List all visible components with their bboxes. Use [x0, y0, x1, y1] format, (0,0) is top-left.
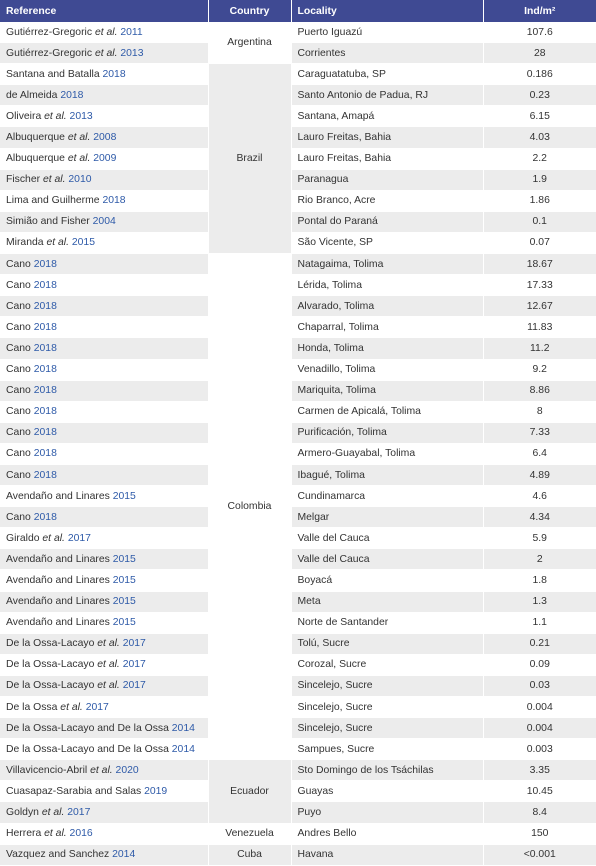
- ind-cell: <0.001: [483, 844, 596, 865]
- reference-etal: et al.: [97, 680, 120, 692]
- reference-year-link[interactable]: 2018: [33, 321, 57, 333]
- table-row: [0, 275, 596, 296]
- table-row: [0, 85, 596, 106]
- table-row: [0, 380, 596, 401]
- ind-cell: 12.67: [483, 296, 596, 317]
- reference-cell: [0, 675, 208, 696]
- reference-cell: [0, 169, 208, 190]
- header-locality: Locality: [291, 0, 483, 22]
- reference-year-link[interactable]: 2015: [112, 574, 136, 586]
- reference-authors: Cano: [6, 427, 31, 439]
- table-row: [0, 43, 596, 64]
- reference-etal: et al.: [42, 532, 65, 544]
- reference-year-link[interactable]: 2018: [33, 448, 57, 460]
- locality-cell: Lauro Freitas, Bahia: [291, 148, 483, 169]
- reference-authors: Herrera: [6, 828, 42, 840]
- reference-cell: [0, 359, 208, 380]
- reference-year-link[interactable]: 2015: [112, 490, 136, 502]
- reference-authors: Goldyn: [6, 807, 39, 819]
- locality-cell: Alvarado, Tolima: [291, 296, 483, 317]
- reference-year-link[interactable]: 2013: [69, 110, 93, 122]
- table-row: [0, 422, 596, 443]
- ind-cell: 11.83: [483, 317, 596, 338]
- ind-cell: 4.03: [483, 127, 596, 148]
- reference-year-link[interactable]: 2018: [33, 511, 57, 523]
- reference-etal: et al.: [97, 638, 120, 650]
- locality-cell: Lauro Freitas, Bahia: [291, 127, 483, 148]
- ind-cell: 18.67: [483, 254, 596, 275]
- ind-cell: 11.2: [483, 338, 596, 359]
- reference-authors: Cano: [6, 385, 31, 397]
- reference-year-link[interactable]: 2017: [122, 659, 146, 671]
- table-row: [0, 844, 596, 865]
- reference-cell: [0, 486, 208, 507]
- ind-cell: 0.1: [483, 211, 596, 232]
- reference-year-link[interactable]: 2015: [112, 617, 136, 629]
- reference-cell: [0, 338, 208, 359]
- reference-authors: Gutiérrez-Gregoric: [6, 47, 93, 59]
- reference-authors: Cano: [6, 511, 31, 523]
- reference-authors: Fischer: [6, 174, 41, 186]
- reference-authors: Gutiérrez-Gregoric: [6, 26, 93, 38]
- reference-authors: Vazquez and Sanchez: [6, 849, 110, 861]
- reference-year-link[interactable]: 2018: [33, 364, 57, 376]
- table-row: [0, 739, 596, 760]
- ind-cell: 3.35: [483, 760, 596, 781]
- locality-cell: Natagaima, Tolima: [291, 254, 483, 275]
- ind-cell: 2: [483, 549, 596, 570]
- table-body: [0, 22, 596, 865]
- locality-cell: Carmen de Apicalá, Tolima: [291, 401, 483, 422]
- locality-cell: Santana, Amapá: [291, 106, 483, 127]
- table-row: [0, 64, 596, 85]
- reference-year-link[interactable]: 2009: [93, 153, 117, 165]
- reference-etal: et al.: [90, 764, 113, 776]
- table-row: [0, 22, 596, 43]
- reference-authors: Cano: [6, 300, 31, 312]
- reference-authors: Albuquerque: [6, 132, 65, 144]
- reference-authors: Cano: [6, 342, 31, 354]
- locality-cell: Andres Bello: [291, 823, 483, 844]
- reference-year-link[interactable]: 2011: [120, 26, 143, 38]
- reference-year-link[interactable]: 2015: [112, 596, 136, 608]
- table-row: [0, 254, 596, 275]
- country-cell: Venezuela: [208, 823, 291, 844]
- reference-authors: De la Ossa-Lacayo and De la Ossa: [6, 722, 169, 734]
- reference-cell: [0, 148, 208, 169]
- reference-etal: et al.: [94, 47, 118, 59]
- reference-cell: [0, 823, 208, 844]
- reference-authors: Miranda: [6, 237, 44, 249]
- reference-cell: [0, 275, 208, 296]
- reference-cell: [0, 612, 208, 633]
- table-row: [0, 190, 596, 211]
- ind-cell: 2.2: [483, 148, 596, 169]
- reference-year-link[interactable]: 2018: [33, 300, 57, 312]
- ind-cell: 0.004: [483, 697, 596, 718]
- reference-cell: [0, 781, 208, 802]
- locality-cell: Paranagua: [291, 169, 483, 190]
- reference-authors: Avendaño and Linares: [6, 596, 110, 608]
- country-cell: Colombia: [208, 254, 291, 760]
- locality-cell: Armero-Guayabal, Tolima: [291, 443, 483, 464]
- table-row: [0, 528, 596, 549]
- ind-cell: 1.1: [483, 612, 596, 633]
- ind-cell: 0.09: [483, 654, 596, 675]
- reference-authors: Cano: [6, 469, 31, 481]
- locality-cell: Sincelejo, Sucre: [291, 675, 483, 696]
- reference-etal: et al.: [67, 132, 91, 144]
- table-row: [0, 148, 596, 169]
- table-row: [0, 549, 596, 570]
- reference-year-link[interactable]: 2018: [33, 342, 57, 354]
- reference-year-link[interactable]: 2018: [33, 427, 57, 439]
- table-row: [0, 232, 596, 253]
- locality-cell: Sampues, Sucre: [291, 739, 483, 760]
- table-row: [0, 760, 596, 781]
- reference-cell: [0, 317, 208, 338]
- locality-cell: Santo Antonio de Padua, RJ: [291, 85, 483, 106]
- ind-cell: 6.4: [483, 443, 596, 464]
- reference-year-link[interactable]: 2020: [115, 764, 139, 776]
- reference-year-link[interactable]: 2019: [144, 785, 168, 797]
- reference-etal: et al.: [41, 807, 65, 819]
- ind-cell: 4.6: [483, 486, 596, 507]
- reference-authors: Avendaño and Linares: [6, 490, 110, 502]
- reference-year-link[interactable]: 2010: [68, 174, 92, 186]
- reference-cell: [0, 422, 208, 443]
- table-row: [0, 317, 596, 338]
- reference-authors: Avendaño and Linares: [6, 617, 110, 629]
- table-row: [0, 401, 596, 422]
- reference-year-link[interactable]: 2017: [67, 532, 91, 544]
- ind-cell: 1.3: [483, 591, 596, 612]
- table-row: [0, 781, 596, 802]
- reference-year-link[interactable]: 2018: [102, 68, 126, 80]
- reference-authors: Lima and Guilherme: [6, 195, 100, 207]
- reference-year-link[interactable]: 2015: [112, 553, 136, 565]
- reference-authors: Cuasapaz-Sarabia and Salas: [6, 785, 142, 797]
- reference-year-link[interactable]: 2018: [33, 469, 57, 481]
- reference-authors: Giraldo: [6, 532, 40, 544]
- locality-cell: Purificación, Tolima: [291, 422, 483, 443]
- reference-authors: Cano: [6, 279, 31, 291]
- ind-cell: 10.45: [483, 781, 596, 802]
- header-reference: Reference: [0, 0, 208, 22]
- reference-year-link[interactable]: 2018: [33, 385, 57, 397]
- table-row: [0, 338, 596, 359]
- reference-authors: Cano: [6, 364, 31, 376]
- reference-authors: Avendaño and Linares: [6, 574, 110, 586]
- ind-cell: 8.86: [483, 380, 596, 401]
- ind-cell: 0.23: [483, 85, 596, 106]
- table-row: [0, 633, 596, 654]
- reference-year-link[interactable]: 2015: [71, 237, 95, 249]
- locality-cell: Boyacá: [291, 570, 483, 591]
- reference-year-link[interactable]: 2018: [33, 258, 57, 270]
- ind-cell: 28: [483, 43, 596, 64]
- locality-cell: Rio Branco, Acre: [291, 190, 483, 211]
- header-country: Country: [208, 0, 291, 22]
- table-row: [0, 718, 596, 739]
- reference-year-link[interactable]: 2014: [171, 722, 195, 734]
- table-row: [0, 507, 596, 528]
- reference-authors: Avendaño and Linares: [6, 553, 110, 565]
- table-row: [0, 127, 596, 148]
- reference-authors: Albuquerque: [6, 153, 65, 165]
- ind-cell: 4.34: [483, 507, 596, 528]
- locality-cell: Corrientes: [291, 43, 483, 64]
- reference-year-link[interactable]: 2014: [171, 743, 195, 755]
- table-row: [0, 106, 596, 127]
- table-row: [0, 591, 596, 612]
- reference-cell: [0, 760, 208, 781]
- locality-cell: Honda, Tolima: [291, 338, 483, 359]
- ind-cell: 7.33: [483, 422, 596, 443]
- reference-etal: et al.: [44, 110, 67, 122]
- ind-cell: 8: [483, 401, 596, 422]
- locality-cell: Sincelejo, Sucre: [291, 718, 483, 739]
- reference-cell: [0, 443, 208, 464]
- reference-cell: [0, 528, 208, 549]
- ind-cell: 17.33: [483, 275, 596, 296]
- reference-authors: De la Ossa-Lacayo: [6, 680, 95, 692]
- ind-cell: 5.9: [483, 528, 596, 549]
- table-row: [0, 823, 596, 844]
- table-row: [0, 359, 596, 380]
- locality-cell: Valle del Cauca: [291, 549, 483, 570]
- ind-cell: 1.9: [483, 169, 596, 190]
- table-row: [0, 486, 596, 507]
- reference-year-link[interactable]: 2013: [120, 47, 144, 59]
- table-row: [0, 570, 596, 591]
- reference-cell: [0, 211, 208, 232]
- reference-authors: Simião and Fisher: [6, 216, 90, 228]
- locality-cell: Puyo: [291, 802, 483, 823]
- reference-cell: [0, 570, 208, 591]
- locality-cell: Havana: [291, 844, 483, 865]
- reference-cell: [0, 549, 208, 570]
- reference-authors: Cano: [6, 406, 31, 418]
- reference-etal: et al.: [94, 26, 118, 38]
- locality-cell: Ibagué, Tolima: [291, 464, 483, 485]
- ind-cell: 0.21: [483, 633, 596, 654]
- table-row: [0, 675, 596, 696]
- table-row: [0, 612, 596, 633]
- ind-cell: 0.004: [483, 718, 596, 739]
- locality-cell: Tolú, Sucre: [291, 633, 483, 654]
- ind-cell: 0.186: [483, 64, 596, 85]
- reference-year-link[interactable]: 2004: [92, 216, 116, 228]
- reference-cell: [0, 697, 208, 718]
- reference-etal: et al.: [42, 174, 66, 186]
- reference-year-link[interactable]: 2008: [93, 132, 117, 144]
- reference-etal: et al.: [44, 828, 67, 840]
- reference-etal: et al.: [67, 153, 91, 165]
- reference-year-link[interactable]: 2018: [102, 195, 126, 207]
- reference-authors: Santana and Batalla: [6, 68, 100, 80]
- reference-cell: [0, 802, 208, 823]
- reference-year-link[interactable]: 2018: [33, 406, 57, 418]
- reference-etal: et al.: [97, 659, 120, 671]
- reference-year-link[interactable]: 2017: [85, 701, 109, 713]
- locality-cell: Puerto Iguazú: [291, 22, 483, 43]
- reference-cell: [0, 401, 208, 422]
- country-cell: Ecuador: [208, 760, 291, 823]
- reference-authors: Cano: [6, 448, 31, 460]
- table-row: [0, 697, 596, 718]
- reference-cell: [0, 507, 208, 528]
- reference-authors: De la Ossa-Lacayo: [6, 659, 95, 671]
- locality-cell: Lérida, Tolima: [291, 275, 483, 296]
- locality-cell: Pontal do Paraná: [291, 211, 483, 232]
- reference-cell: [0, 380, 208, 401]
- country-cell: Cuba: [208, 844, 291, 865]
- reference-cell: [0, 106, 208, 127]
- reference-cell: [0, 22, 208, 43]
- header-ind: Ind/m²: [483, 0, 596, 22]
- reference-authors: De la Ossa-Lacayo and De la Ossa: [6, 743, 169, 755]
- reference-cell: [0, 591, 208, 612]
- locality-cell: Venadillo, Tolima: [291, 359, 483, 380]
- locality-cell: Norte de Santander: [291, 612, 483, 633]
- reference-authors: Oliveira: [6, 110, 42, 122]
- locality-cell: Caraguatatuba, SP: [291, 64, 483, 85]
- reference-authors: De la Ossa: [6, 701, 58, 713]
- ind-cell: 6.15: [483, 106, 596, 127]
- reference-cell: [0, 718, 208, 739]
- reference-cell: [0, 85, 208, 106]
- reference-year-link[interactable]: 2017: [67, 807, 91, 819]
- country-cell: Argentina: [208, 22, 291, 64]
- table-row: [0, 654, 596, 675]
- reference-etal: et al.: [46, 237, 69, 249]
- reference-authors: de Almeida: [6, 89, 58, 101]
- reference-cell: [0, 254, 208, 275]
- locality-cell: São Vicente, SP: [291, 232, 483, 253]
- table-header-row: [0, 0, 596, 22]
- locality-cell: Corozal, Sucre: [291, 654, 483, 675]
- reference-cell: [0, 127, 208, 148]
- reference-authors: De la Ossa-Lacayo: [6, 638, 95, 650]
- reference-cell: [0, 464, 208, 485]
- locality-cell: Cundinamarca: [291, 486, 483, 507]
- locality-cell: Melgar: [291, 507, 483, 528]
- ind-cell: 0.07: [483, 232, 596, 253]
- ind-cell: 0.03: [483, 675, 596, 696]
- reference-cell: [0, 633, 208, 654]
- reference-cell: [0, 844, 208, 865]
- ind-cell: 8.4: [483, 802, 596, 823]
- locality-cell: Sto Domingo de los Tsáchilas: [291, 760, 483, 781]
- locality-cell: Guayas: [291, 781, 483, 802]
- reference-authors: Villavicencio-Abril: [6, 764, 88, 776]
- reference-cell: [0, 64, 208, 85]
- table-row: [0, 802, 596, 823]
- reference-authors: Cano: [6, 258, 31, 270]
- table-row: [0, 296, 596, 317]
- country-cell: Brazil: [208, 64, 291, 254]
- reference-cell: [0, 654, 208, 675]
- reference-cell: [0, 43, 208, 64]
- reference-year-link[interactable]: 2018: [33, 279, 57, 291]
- table-row: [0, 443, 596, 464]
- reference-year-link[interactable]: 2017: [122, 638, 146, 650]
- reference-cell: [0, 296, 208, 317]
- reference-year-link[interactable]: 2018: [60, 89, 84, 101]
- ind-cell: 9.2: [483, 359, 596, 380]
- ind-cell: 1.86: [483, 190, 596, 211]
- reference-year-link[interactable]: 2017: [122, 680, 146, 692]
- locality-cell: Sincelejo, Sucre: [291, 697, 483, 718]
- ind-cell: 0.003: [483, 739, 596, 760]
- ind-cell: 1.8: [483, 570, 596, 591]
- locality-cell: Valle del Cauca: [291, 528, 483, 549]
- reference-cell: [0, 190, 208, 211]
- table-row: [0, 211, 596, 232]
- reference-authors: Cano: [6, 321, 31, 333]
- reference-cell: [0, 739, 208, 760]
- table-row: [0, 464, 596, 485]
- locality-cell: Meta: [291, 591, 483, 612]
- reference-cell: [0, 232, 208, 253]
- ind-cell: 4.89: [483, 464, 596, 485]
- table-row: [0, 169, 596, 190]
- ind-cell: 107.6: [483, 22, 596, 43]
- reference-year-link[interactable]: 2014: [112, 849, 136, 861]
- ind-cell: 150: [483, 823, 596, 844]
- reference-year-link[interactable]: 2016: [69, 828, 93, 840]
- reference-etal: et al.: [60, 701, 83, 713]
- locality-cell: Mariquita, Tolima: [291, 380, 483, 401]
- locality-cell: Chaparral, Tolima: [291, 317, 483, 338]
